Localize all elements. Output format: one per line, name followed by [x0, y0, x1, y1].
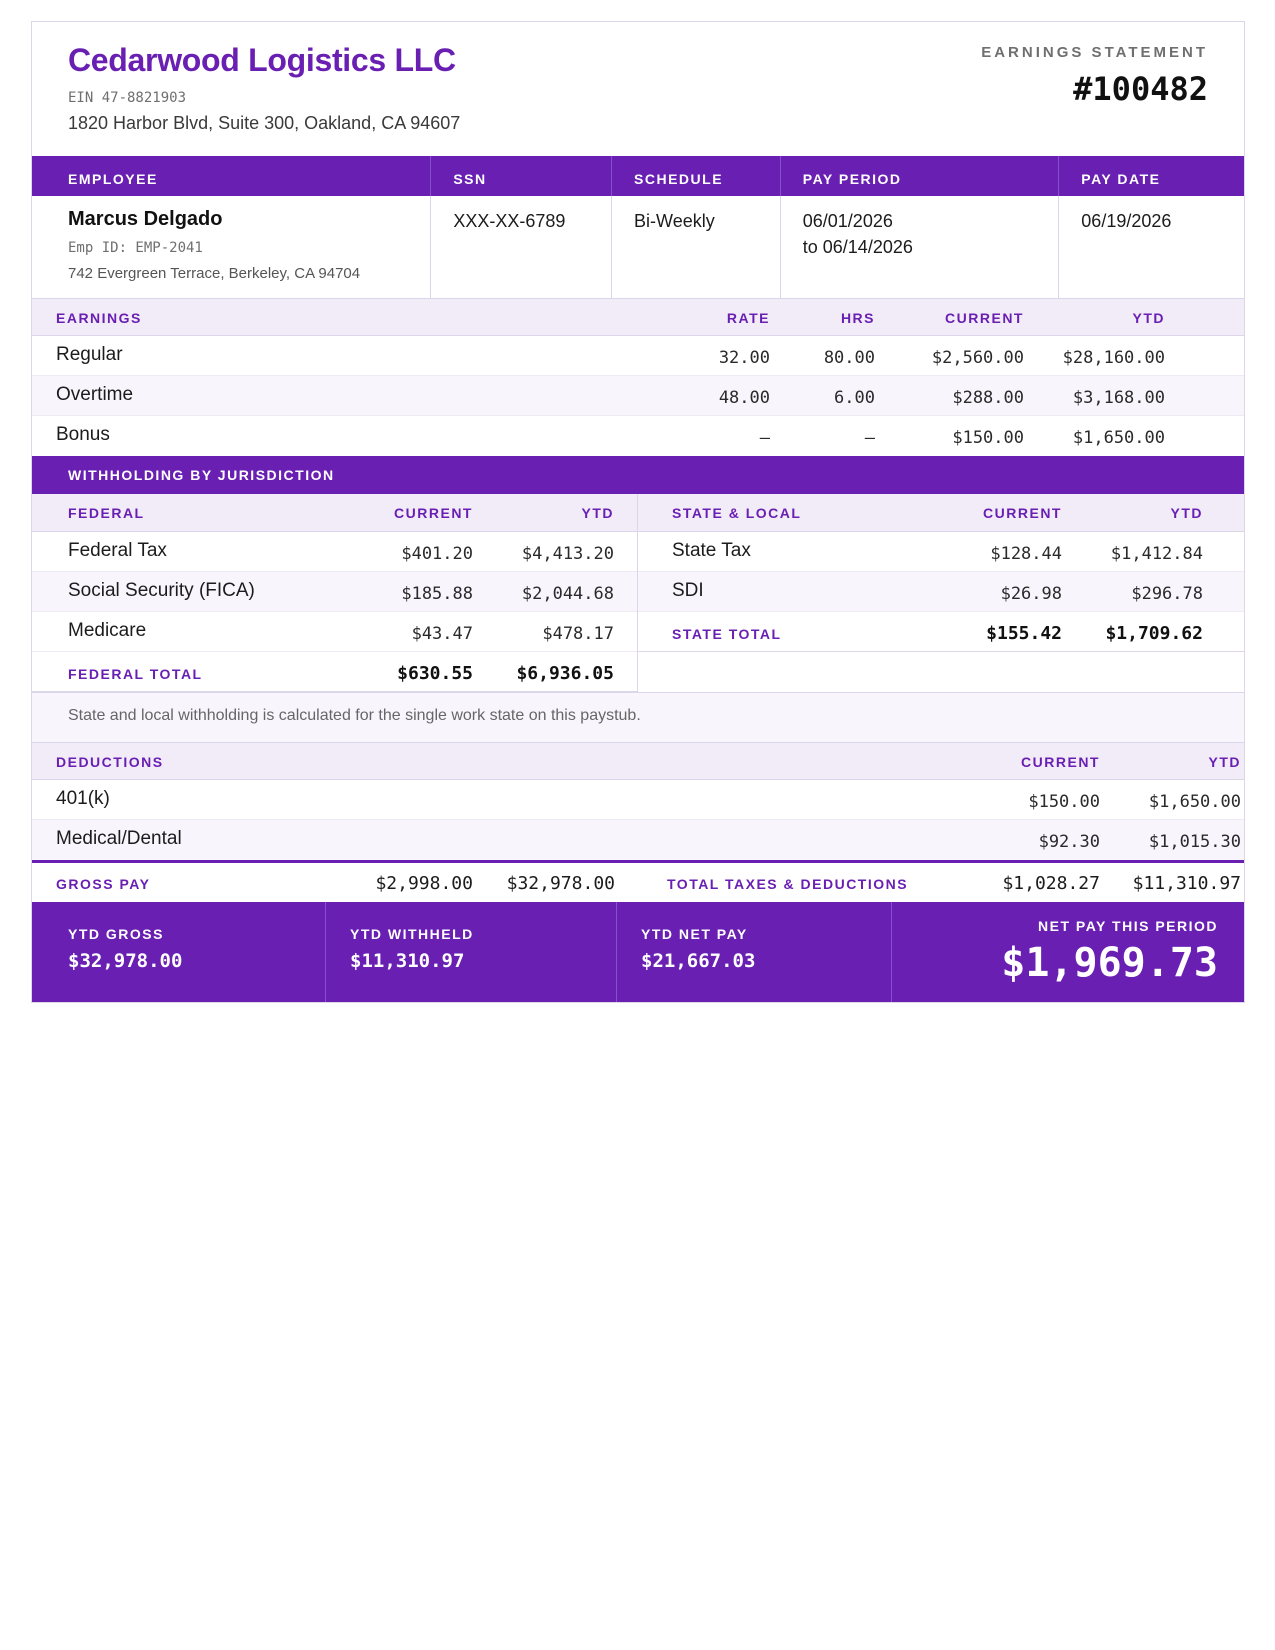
federal-item-label: Federal Tax — [68, 540, 167, 561]
deductions-table — [32, 780, 1244, 860]
federal-current-header: CURRENT — [394, 505, 473, 521]
net-pay-value: $1,969.73 — [1001, 940, 1218, 986]
schedule-cell — [612, 196, 781, 298]
earning-ytd: $3,168.00 — [1072, 388, 1165, 408]
table-row — [32, 820, 1244, 860]
net-pay-label: NET PAY THIS PERIOD — [1038, 918, 1218, 934]
net-pay-block — [892, 902, 1244, 1002]
federal-item-current: $43.47 — [411, 624, 473, 644]
federal-label-header: FEDERAL — [68, 505, 145, 521]
employee-name: Marcus Delgado — [68, 208, 223, 230]
rate-header: RATE — [726, 310, 770, 326]
state-item-current: $26.98 — [1000, 584, 1062, 604]
state-item-current: $128.44 — [990, 544, 1062, 564]
total-taxes-label: TOTAL TAXES & DEDUCTIONS — [667, 876, 909, 892]
gross-pay-ytd: $32,978.00 — [506, 873, 615, 894]
withholding-title: WITHHOLDING BY JURISDICTION — [32, 456, 1244, 494]
state-item-ytd: $1,412.84 — [1110, 544, 1203, 564]
hrs-header: HRS — [840, 310, 875, 326]
ytd-net-label: YTD NET PAY — [641, 926, 748, 942]
ytd-gross-block — [32, 902, 326, 1002]
table-row — [32, 336, 1244, 376]
pay-date-cell — [1059, 196, 1244, 298]
federal-header — [32, 494, 637, 532]
federal-total-row — [32, 652, 637, 692]
earning-hrs: 6.00 — [834, 388, 875, 408]
deduction-label: Medical/Dental — [56, 828, 182, 849]
ssn-value: XXX-XX-6789 — [453, 211, 566, 231]
state-current-header: CURRENT — [983, 505, 1062, 521]
summary-bar — [32, 902, 1244, 1002]
earning-label: Overtime — [56, 384, 134, 405]
table-row — [638, 532, 1244, 572]
total-taxes-ytd: $11,310.97 — [1132, 873, 1241, 894]
withholding-section — [32, 494, 1244, 692]
table-row — [32, 376, 1244, 416]
state-label-header: STATE & LOCAL — [672, 505, 802, 521]
federal-item-label: Social Security (FICA) — [68, 580, 255, 601]
ytd-net-value: $21,667.03 — [641, 950, 756, 972]
gross-pay-label: GROSS PAY — [56, 876, 151, 892]
table-row — [32, 572, 637, 612]
state-total-ytd: $1,709.62 — [1105, 623, 1203, 644]
schedule-value: Bi-Weekly — [634, 211, 715, 231]
pay-date-header: PAY DATE — [1081, 171, 1161, 187]
company-ein: EIN 47-8821903 — [68, 90, 187, 106]
federal-column — [32, 494, 638, 692]
ytd-withheld-label: YTD WITHHELD — [350, 926, 474, 942]
state-column — [638, 494, 1244, 692]
pay-period-cell — [781, 196, 1060, 298]
federal-item-label: Medicare — [68, 620, 147, 641]
earning-ytd: $1,650.00 — [1072, 428, 1165, 448]
gross-pay-current: $2,998.00 — [375, 873, 473, 894]
employee-header: EMPLOYEE — [32, 156, 431, 196]
earning-rate: 48.00 — [718, 388, 770, 408]
employee-cell — [32, 196, 431, 298]
federal-item-ytd: $478.17 — [542, 624, 614, 644]
earning-hrs: 80.00 — [823, 348, 875, 368]
table-row — [32, 612, 637, 652]
statement-number: #100482 — [1073, 70, 1208, 108]
deductions-ytd-header: YTD — [1208, 754, 1241, 770]
statement-label: EARNINGS STATEMENT — [981, 44, 1208, 61]
ytd-gross-value: $32,978.00 — [68, 950, 183, 972]
state-item-ytd: $296.78 — [1131, 584, 1203, 604]
deductions-current-header: CURRENT — [1021, 754, 1100, 770]
state-header — [638, 494, 1244, 532]
earning-hrs: — — [864, 428, 875, 448]
deduction-current: $92.30 — [1038, 832, 1100, 852]
ssn-header: SSN — [431, 156, 612, 196]
table-row — [32, 780, 1244, 820]
pay-period-end: to 06/14/2026 — [802, 237, 913, 257]
deduction-current: $150.00 — [1028, 792, 1100, 812]
table-row — [32, 416, 1244, 456]
state-item-label: SDI — [672, 580, 704, 601]
gross-pay-row — [32, 860, 1244, 902]
state-ytd-header: YTD — [1170, 505, 1203, 521]
earning-rate: 32.00 — [718, 348, 770, 368]
earning-current: $288.00 — [952, 388, 1024, 408]
employee-info-header — [32, 156, 1244, 196]
withholding-note: State and local withholding is calculated for the single work state on this paystub. — [32, 692, 1244, 742]
current-header: CURRENT — [945, 310, 1024, 326]
ytd-net-block — [617, 902, 892, 1002]
ytd-withheld-block — [326, 902, 617, 1002]
earning-rate: — — [759, 428, 770, 448]
employee-id: Emp ID: EMP-2041 — [68, 240, 203, 256]
federal-total-current: $630.55 — [397, 663, 473, 684]
federal-ytd-header: YTD — [581, 505, 614, 521]
deduction-ytd: $1,650.00 — [1148, 792, 1241, 812]
federal-item-current: $401.20 — [401, 544, 473, 564]
ytd-withheld-value: $11,310.97 — [350, 950, 465, 972]
state-item-label: State Tax — [672, 540, 751, 561]
deductions-header — [32, 742, 1244, 780]
earnings-label-header: EARNINGS — [56, 310, 142, 326]
company-name: Cedarwood Logistics LLC — [68, 42, 456, 78]
state-total-label: STATE TOTAL — [672, 626, 782, 642]
federal-item-ytd: $2,044.68 — [521, 584, 614, 604]
state-total-row — [638, 612, 1244, 652]
earning-label: Regular — [56, 344, 123, 365]
federal-item-ytd: $4,413.20 — [521, 544, 614, 564]
ytd-header: YTD — [1132, 310, 1165, 326]
deduction-ytd: $1,015.30 — [1148, 832, 1241, 852]
federal-total-ytd: $6,936.05 — [516, 663, 614, 684]
table-row — [638, 572, 1244, 612]
employee-info — [32, 196, 1244, 298]
schedule-header: SCHEDULE — [612, 156, 781, 196]
earning-current: $150.00 — [952, 428, 1024, 448]
pay-period-start: 06/01/2026 — [802, 211, 893, 231]
state-total-current: $155.42 — [986, 623, 1062, 644]
earnings-table — [32, 336, 1244, 456]
ssn-cell — [431, 196, 612, 298]
deduction-label: 401(k) — [56, 788, 110, 809]
deductions-label-header: DEDUCTIONS — [56, 754, 164, 770]
total-taxes-current: $1,028.27 — [1002, 873, 1100, 894]
pay-date-value: 06/19/2026 — [1081, 211, 1172, 231]
statement-header — [32, 22, 1244, 156]
employee-address: 742 Evergreen Terrace, Berkeley, CA 94704 — [68, 265, 361, 282]
earning-current: $2,560.00 — [931, 348, 1024, 368]
table-row — [32, 532, 637, 572]
pay-period-header: PAY PERIOD — [781, 156, 1060, 196]
earning-label: Bonus — [56, 424, 110, 445]
earnings-statement — [31, 21, 1245, 1003]
company-address: 1820 Harbor Blvd, Suite 300, Oakland, CA 94607 — [68, 113, 461, 133]
federal-item-current: $185.88 — [401, 584, 473, 604]
federal-total-label: FEDERAL TOTAL — [68, 666, 203, 682]
earning-ytd: $28,160.00 — [1062, 348, 1165, 368]
earnings-header — [32, 298, 1244, 336]
ytd-gross-label: YTD GROSS — [68, 926, 164, 942]
